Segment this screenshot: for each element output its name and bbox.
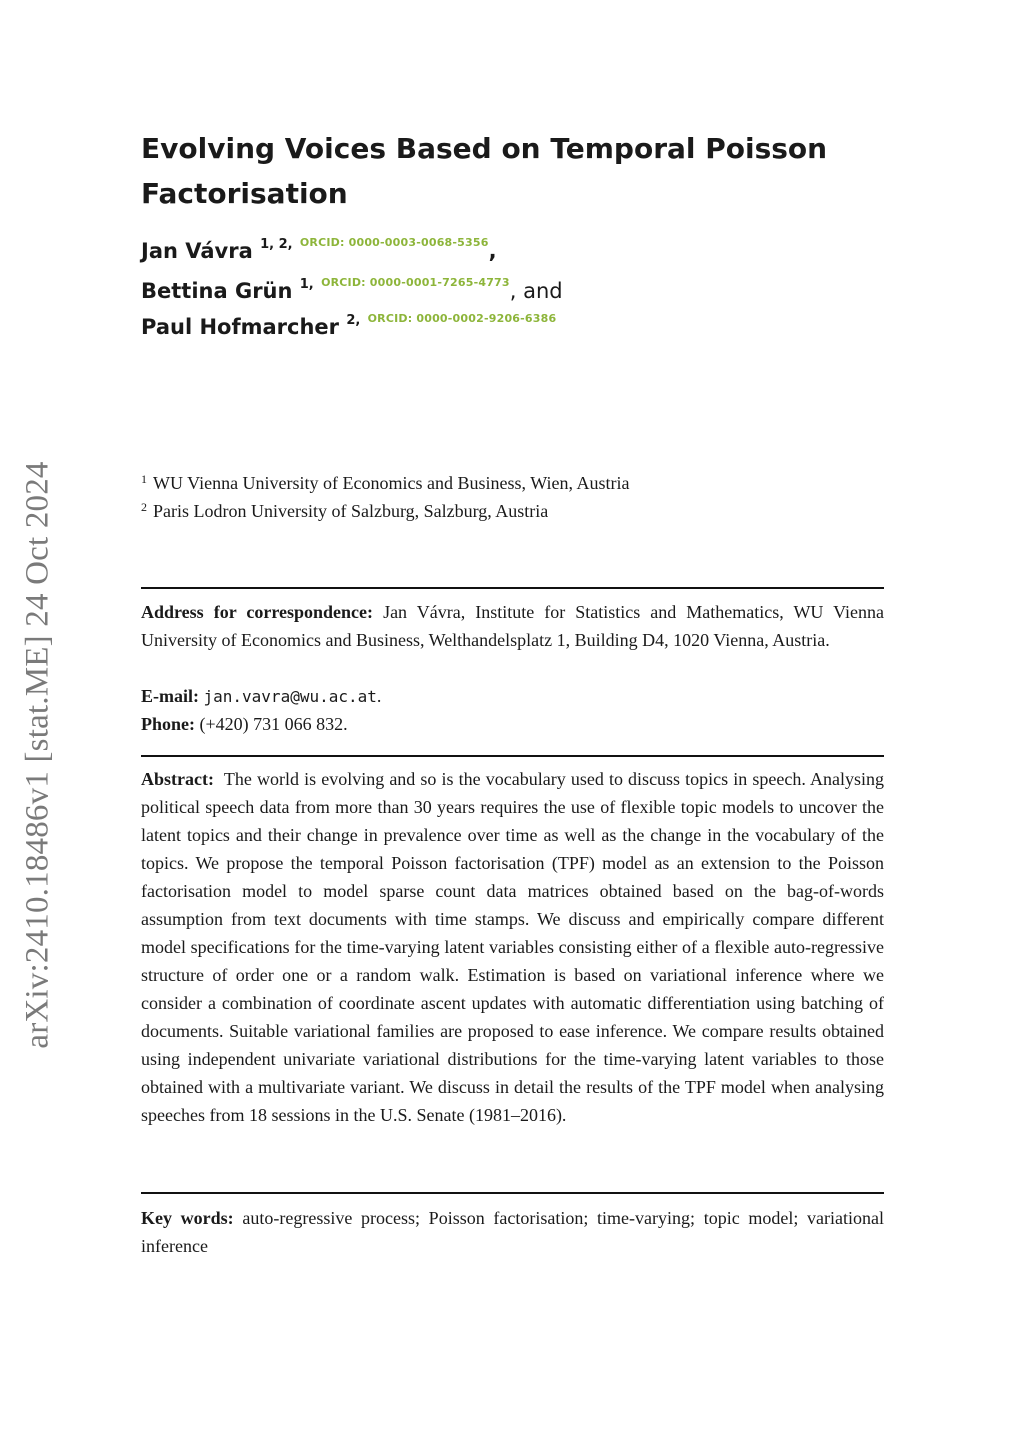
author-1 — [141, 236, 497, 263]
affiliation-number: 1 — [141, 472, 147, 486]
author-3 — [141, 312, 556, 339]
email-link[interactable]: jan.vavra@wu.ac.at — [203, 687, 377, 706]
orcid-link[interactable]: ORCID: 0000-0003-0068-5356 — [299, 236, 489, 249]
affiliation-2 — [141, 500, 548, 522]
divider-middle — [141, 755, 884, 757]
phone-label: Phone: — [141, 714, 195, 734]
author-affil-sup: 2, — [346, 313, 361, 328]
paper-title: Evolving Voices Based on Temporal Poisson Factorisation — [141, 132, 828, 210]
affiliation-text: WU Vienna University of Economics and Business, Wien, Austria — [153, 473, 630, 493]
abstract — [141, 765, 884, 1129]
author-affil-sup: 1, — [299, 277, 314, 292]
author-trail: , — [488, 239, 497, 263]
author-affil-sup: 1, 2, — [260, 237, 293, 252]
affiliation-number: 2 — [141, 500, 147, 514]
keywords-text: auto-regressive process; Poisson factorisation; time-varying; topic model; variational inference — [141, 1208, 885, 1256]
keywords-label: Key words: — [141, 1208, 234, 1228]
keywords — [141, 1204, 884, 1260]
phone-number: (+420) 731 066 832. — [199, 714, 348, 734]
correspondence-address — [141, 598, 884, 654]
correspondence-phone — [141, 710, 884, 738]
arxiv-stamp: arXiv:2410.18486v1 [stat.ME] 24 Oct 2024 — [19, 461, 56, 1049]
address-text: Jan Vávra, Institute for Statistics and Mathematics, WU Vienna University of Economics and Business, Welthandelsplatz 1, Building D4, 1020 Vienna, Austria. — [141, 602, 885, 650]
author-name: Jan Vávra — [141, 239, 253, 263]
affiliation-text: Paris Lodron University of Salzburg, Salzburg, Austria — [153, 501, 549, 521]
author-name: Bettina Grün — [141, 279, 293, 303]
author-name: Paul Hofmarcher — [141, 315, 340, 339]
affiliation-1 — [141, 472, 629, 494]
divider-top — [141, 587, 884, 589]
abstract-text: The world is evolving and so is the vocabulary used to discuss topics in speech. Analysing political speech data from more than 30 years requires the use of flexible topic models to uncover the latent topics and their change in prevalence over time as well as the change in the vocabulary of the topics. We propose the temporal Poisson factorisation (TPF) model as an extension to the Poisson factorisation model to model sparse count data matrices obtained based on the bag-of-words assumption from text documents with time stamps. We discuss and empirically compare different model specifications for the time-varying latent variables consisting either of a flexible auto-regressive structure of order one or a random walk. Estimation is based on variational inference where we consider a combination of coordinate ascent updates with automatic differentiation using batching of documents. Suitable variational families are proposed to ease inference. We compare results obtained using independent univariate variational distributions for the time-varying latent variables to those obtained with a multivariate variant. We discuss in detail the results of the TPF model when analysing speeches from 18 sessions in the U.S. Senate (1981–2016). — [141, 769, 884, 1125]
author-trail: , and — [509, 279, 563, 303]
address-label: Address for correspondence: — [141, 602, 374, 622]
email-label: E-mail: — [141, 686, 199, 706]
author-2 — [141, 276, 563, 303]
divider-bottom — [141, 1192, 884, 1194]
orcid-link[interactable]: ORCID: 0000-0001-7265-4773 — [321, 276, 510, 289]
correspondence-email: E-mail: jan.vavra@wu.ac.at. — [141, 686, 382, 706]
abstract-label: Abstract: — [141, 769, 214, 789]
orcid-link[interactable]: ORCID: 0000-0002-9206-6386 — [367, 312, 557, 325]
